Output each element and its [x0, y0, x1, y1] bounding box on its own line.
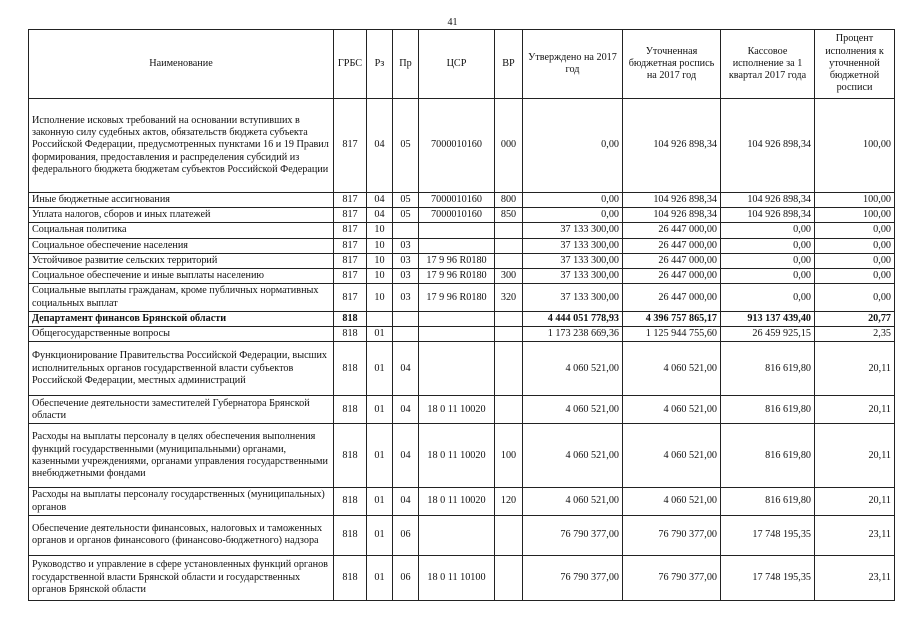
cell-pr: 03	[393, 284, 419, 311]
cell-percent: 0,00	[815, 223, 895, 238]
cell-pr	[393, 311, 419, 326]
cell-csr: 7000010160	[419, 193, 495, 208]
cell-grbs: 818	[334, 515, 367, 555]
cell-grbs: 818	[334, 311, 367, 326]
cell-approved: 37 133 300,00	[523, 253, 623, 268]
col-header-name: Наименование	[29, 30, 334, 99]
budget-table	[28, 29, 895, 601]
cell-name: Исполнение исковых требований на основании вступивших в законную силу судебных актов, обязательств бюджета субъекта Российской Федерации, предусмотренных пунктами 16 и 19 Правил формирования, предоставления и распределения субсидий из федерального бюджета бюджетам субъектов Российской Федерации	[29, 99, 334, 193]
cell-vr: 300	[495, 269, 523, 284]
cell-rz: 10	[367, 238, 393, 253]
cell-csr: 7000010160	[419, 208, 495, 223]
cell-csr	[419, 327, 495, 342]
cell-grbs: 817	[334, 284, 367, 311]
cell-approved: 0,00	[523, 193, 623, 208]
cell-csr	[419, 223, 495, 238]
col-header-pr: Пр	[393, 30, 419, 99]
cell-refined: 104 926 898,34	[623, 99, 721, 193]
cell-cash: 104 926 898,34	[721, 208, 815, 223]
cell-name: Социальное обеспечение населения	[29, 238, 334, 253]
table-row	[29, 223, 895, 238]
table-row	[29, 396, 895, 424]
cell-approved: 4 444 051 778,93	[523, 311, 623, 326]
cell-name: Социальная политика	[29, 223, 334, 238]
cell-rz: 10	[367, 284, 393, 311]
cell-vr	[495, 327, 523, 342]
col-header-vr: ВР	[495, 30, 523, 99]
cell-cash: 816 619,80	[721, 396, 815, 424]
cell-approved: 76 790 377,00	[523, 515, 623, 555]
cell-cash: 0,00	[721, 223, 815, 238]
col-header-rz: Рз	[367, 30, 393, 99]
table-row	[29, 488, 895, 515]
cell-pr: 06	[393, 555, 419, 600]
table-row	[29, 284, 895, 311]
col-header-csr: ЦСР	[419, 30, 495, 99]
cell-percent: 20,11	[815, 396, 895, 424]
cell-grbs: 817	[334, 99, 367, 193]
table-row	[29, 515, 895, 555]
cell-name: Социальные выплаты гражданам, кроме публичных нормативных социальных выплат	[29, 284, 334, 311]
cell-approved: 37 133 300,00	[523, 223, 623, 238]
cell-pr: 05	[393, 99, 419, 193]
cell-rz: 01	[367, 342, 393, 396]
cell-pr: 03	[393, 238, 419, 253]
cell-refined: 4 060 521,00	[623, 488, 721, 515]
cell-pr: 04	[393, 396, 419, 424]
cell-cash: 0,00	[721, 253, 815, 268]
table-row	[29, 269, 895, 284]
table-row	[29, 193, 895, 208]
cell-name: Руководство и управление в сфере установленных функций органов государственной власти Брянской области и государственных органов Брянской области	[29, 555, 334, 600]
cell-csr: 18 0 11 10020	[419, 396, 495, 424]
col-header-percent: Процент исполнения к уточненной бюджетной росписи	[815, 30, 895, 99]
cell-grbs: 817	[334, 193, 367, 208]
cell-cash: 17 748 195,35	[721, 515, 815, 555]
cell-vr	[495, 253, 523, 268]
table-row	[29, 424, 895, 488]
cell-rz: 01	[367, 396, 393, 424]
cell-approved: 4 060 521,00	[523, 342, 623, 396]
cell-cash: 104 926 898,34	[721, 193, 815, 208]
cell-refined: 4 060 521,00	[623, 396, 721, 424]
table-row	[29, 342, 895, 396]
cell-rz: 04	[367, 193, 393, 208]
cell-percent: 20,11	[815, 424, 895, 488]
cell-name: Расходы на выплаты персоналу государственных (муниципальных) органов	[29, 488, 334, 515]
cell-percent: 2,35	[815, 327, 895, 342]
cell-vr	[495, 555, 523, 600]
cell-refined: 4 060 521,00	[623, 342, 721, 396]
cell-approved: 37 133 300,00	[523, 284, 623, 311]
cell-approved: 1 173 238 669,36	[523, 327, 623, 342]
cell-percent: 20,11	[815, 342, 895, 396]
cell-csr: 18 0 11 10020	[419, 488, 495, 515]
cell-grbs: 818	[334, 555, 367, 600]
cell-rz: 10	[367, 223, 393, 238]
cell-pr: 06	[393, 515, 419, 555]
cell-grbs: 818	[334, 488, 367, 515]
cell-name: Уплата налогов, сборов и иных платежей	[29, 208, 334, 223]
cell-pr: 03	[393, 253, 419, 268]
cell-name: Департамент финансов Брянской области	[29, 311, 334, 326]
cell-approved: 76 790 377,00	[523, 555, 623, 600]
cell-rz: 01	[367, 555, 393, 600]
cell-rz: 10	[367, 253, 393, 268]
cell-approved: 0,00	[523, 208, 623, 223]
cell-percent: 100,00	[815, 99, 895, 193]
cell-percent: 20,77	[815, 311, 895, 326]
cell-rz: 10	[367, 269, 393, 284]
cell-grbs: 817	[334, 223, 367, 238]
col-header-cash: Кассовое исполнение за 1 квартал 2017 года	[721, 30, 815, 99]
cell-approved: 37 133 300,00	[523, 238, 623, 253]
table-row	[29, 555, 895, 600]
cell-cash: 0,00	[721, 238, 815, 253]
cell-percent: 100,00	[815, 208, 895, 223]
cell-percent: 23,11	[815, 515, 895, 555]
cell-cash: 0,00	[721, 269, 815, 284]
cell-cash: 816 619,80	[721, 488, 815, 515]
cell-refined: 104 926 898,34	[623, 193, 721, 208]
cell-vr: 120	[495, 488, 523, 515]
cell-csr: 17 9 96 R0180	[419, 284, 495, 311]
cell-vr: 100	[495, 424, 523, 488]
cell-csr: 18 0 11 10100	[419, 555, 495, 600]
cell-approved: 4 060 521,00	[523, 396, 623, 424]
cell-name: Расходы на выплаты персоналу в целях обеспечения выполнения функций государственными (муниципальными) органами, казенными учреждениями, органами управления государственными внебюджетными фондами	[29, 424, 334, 488]
cell-pr: 04	[393, 342, 419, 396]
cell-percent: 0,00	[815, 269, 895, 284]
cell-grbs: 818	[334, 396, 367, 424]
cell-refined: 76 790 377,00	[623, 555, 721, 600]
cell-rz	[367, 311, 393, 326]
cell-cash: 0,00	[721, 284, 815, 311]
cell-csr	[419, 238, 495, 253]
cell-name: Обеспечение деятельности заместителей Губернатора Брянской области	[29, 396, 334, 424]
cell-name: Устойчивое развитие сельских территорий	[29, 253, 334, 268]
cell-grbs: 817	[334, 238, 367, 253]
cell-csr: 18 0 11 10020	[419, 424, 495, 488]
cell-percent: 0,00	[815, 284, 895, 311]
cell-rz: 01	[367, 515, 393, 555]
table-row	[29, 253, 895, 268]
cell-pr: 03	[393, 269, 419, 284]
col-header-grbs: ГРБС	[334, 30, 367, 99]
cell-csr	[419, 515, 495, 555]
table-row	[29, 99, 895, 193]
cell-percent: 0,00	[815, 253, 895, 268]
cell-refined: 26 447 000,00	[623, 253, 721, 268]
cell-csr	[419, 342, 495, 396]
cell-csr: 17 9 96 R0180	[419, 269, 495, 284]
cell-rz: 01	[367, 327, 393, 342]
cell-pr: 04	[393, 488, 419, 515]
cell-refined: 26 447 000,00	[623, 223, 721, 238]
cell-cash: 816 619,80	[721, 424, 815, 488]
cell-grbs: 817	[334, 269, 367, 284]
cell-name: Функционирование Правительства Российской Федерации, высших исполнительных органов государственной власти субъектов Российской Федерации, местных администраций	[29, 342, 334, 396]
cell-grbs: 817	[334, 253, 367, 268]
cell-approved: 4 060 521,00	[523, 424, 623, 488]
page-number: 41	[447, 17, 458, 28]
cell-pr: 05	[393, 193, 419, 208]
table-row	[29, 311, 895, 326]
cell-pr	[393, 223, 419, 238]
cell-vr	[495, 515, 523, 555]
cell-cash: 26 459 925,15	[721, 327, 815, 342]
cell-csr	[419, 311, 495, 326]
cell-grbs: 817	[334, 208, 367, 223]
cell-vr	[495, 223, 523, 238]
cell-name: Социальное обеспечение и иные выплаты населению	[29, 269, 334, 284]
cell-name: Обеспечение деятельности финансовых, налоговых и таможенных органов и органов финансового (финансово-бюджетного) надзора	[29, 515, 334, 555]
cell-percent: 20,11	[815, 488, 895, 515]
cell-pr: 04	[393, 424, 419, 488]
cell-rz: 04	[367, 208, 393, 223]
cell-cash: 17 748 195,35	[721, 555, 815, 600]
cell-percent: 0,00	[815, 238, 895, 253]
cell-pr	[393, 327, 419, 342]
cell-cash: 913 137 439,40	[721, 311, 815, 326]
cell-rz: 01	[367, 488, 393, 515]
cell-approved: 37 133 300,00	[523, 269, 623, 284]
header-row	[29, 30, 895, 99]
cell-name: Общегосударственные вопросы	[29, 327, 334, 342]
cell-csr: 17 9 96 R0180	[419, 253, 495, 268]
cell-refined: 104 926 898,34	[623, 208, 721, 223]
col-header-refined: Уточненная бюджетная роспись на 2017 год	[623, 30, 721, 99]
cell-name: Иные бюджетные ассигнования	[29, 193, 334, 208]
cell-vr	[495, 396, 523, 424]
cell-approved: 4 060 521,00	[523, 488, 623, 515]
cell-rz: 01	[367, 424, 393, 488]
table-row	[29, 327, 895, 342]
cell-percent: 100,00	[815, 193, 895, 208]
cell-refined: 4 396 757 865,17	[623, 311, 721, 326]
cell-refined: 26 447 000,00	[623, 269, 721, 284]
table-row	[29, 238, 895, 253]
table-body	[29, 99, 895, 601]
cell-refined: 26 447 000,00	[623, 284, 721, 311]
cell-vr: 320	[495, 284, 523, 311]
cell-vr	[495, 238, 523, 253]
cell-vr: 800	[495, 193, 523, 208]
cell-grbs: 818	[334, 424, 367, 488]
cell-grbs: 818	[334, 327, 367, 342]
cell-percent: 23,11	[815, 555, 895, 600]
cell-pr: 05	[393, 208, 419, 223]
cell-rz: 04	[367, 99, 393, 193]
table-row	[29, 208, 895, 223]
cell-refined: 1 125 944 755,60	[623, 327, 721, 342]
cell-csr: 7000010160	[419, 99, 495, 193]
cell-vr	[495, 311, 523, 326]
cell-cash: 816 619,80	[721, 342, 815, 396]
cell-vr: 850	[495, 208, 523, 223]
col-header-approved: Утверждено на 2017 год	[523, 30, 623, 99]
cell-cash: 104 926 898,34	[721, 99, 815, 193]
cell-vr	[495, 342, 523, 396]
cell-vr: 000	[495, 99, 523, 193]
cell-refined: 26 447 000,00	[623, 238, 721, 253]
cell-grbs: 818	[334, 342, 367, 396]
cell-refined: 4 060 521,00	[623, 424, 721, 488]
cell-refined: 76 790 377,00	[623, 515, 721, 555]
cell-approved: 0,00	[523, 99, 623, 193]
